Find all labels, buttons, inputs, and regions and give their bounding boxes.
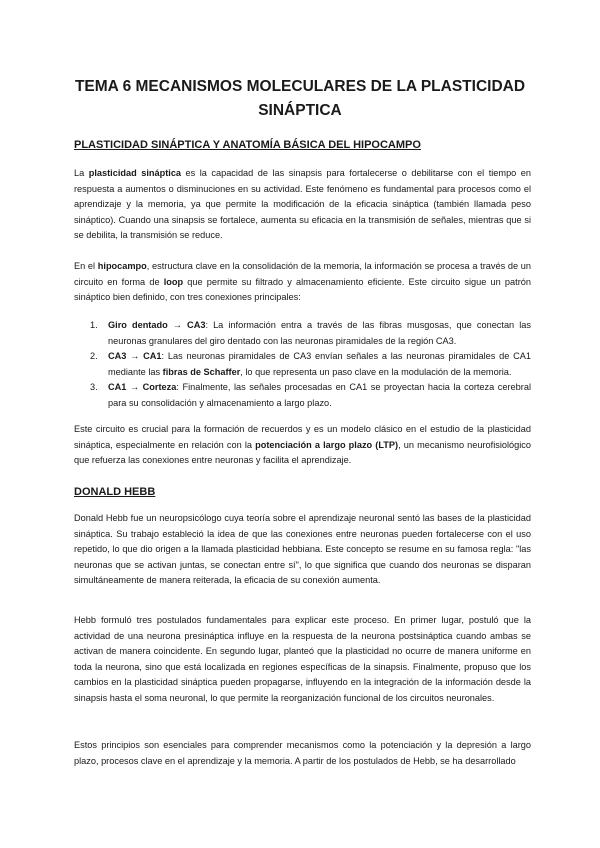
circuit-connections-list	[74, 318, 531, 412]
paragraph-hebb-postulates: Hebb formuló tres postulados fundamentales para explicar este proceso. En primer lugar, postuló que la actividad de una neurona presináptica influye en la respuesta de la neurona postsináptica cuando ambas se activan de manera coincidente. En segundo lugar, planteó que la plasticidad no ocurre de manera uniforme en toda la neurona, sino que está localizada en regiones específicas de la sinapsis. Finalmente, propuso que los cambios en la plasticidad sináptica pueden propagarse, influyendo en la integración de la información desde la sinapsis hasta el soma neuronal, lo que permite la reorganización funcional de los circuitos neuronales.	[74, 615, 531, 703]
paragraph-hebb-intro: Donald Hebb fue un neuropsicólogo cuya teoría sobre el aprendizaje neuronal sentó las bases de la plasticidad sináptica. Su trabajo estableció la idea de que las conexiones entre neuronas pueden fortalecerse con el uso repetido, lo que dio origen a la llamada plasticidad hebbiana. Este concepto se resume en su famosa regla: "las neuronas que se activan juntas, se conectan entre sí", lo que significa que cuando dos neuronas se disparan simultáneamente de manera reiterada, la eficacia de su conexión aumenta.	[74, 513, 531, 586]
title-line-1: TEMA 6 MECANISMOS MOLECULARES DE LA PLASTICIDAD	[74, 78, 526, 95]
term-ltp: potenciación a largo plazo (LTP)	[255, 439, 399, 450]
paragraph-hebb-principles: Estos principios son esenciales para comprender mecanismos como la potenciación y la depresión a largo plazo, procesos clave en el aprendizaje y la memoria. A partir de los postulados de Hebb, se ha desarrollado	[74, 740, 531, 766]
title-line-2: SINÁPTICA	[258, 102, 342, 119]
paragraph-plasticity-definition: La plasticidad sináptica es la capacidad de las sinapsis para fortalecerse o debilitarse con el tiempo en respuesta a aumentos o disminuciones en su actividad. Este fenómeno es fundamental para procesos como el aprendizaje y la memoria, ya que permite la modificación de la eficacia sináptica (también llamada peso sináptico). Cuando una sinapsis se fortalece, aumenta su eficacia en la transmisión de señales, mientras que si se debilita, la transmisión se reduce.	[74, 168, 531, 241]
list-item: 3. CA1 → Corteza: Finalmente, las señales procesadas en CA1 se proyectan hacia la corteza cerebral para su consolidación y almacenamiento a largo plazo.	[90, 382, 531, 408]
section-heading-plasticity: PLASTICIDAD SINÁPTICA Y ANATOMÍA BÁSICA DEL HIPOCAMPO	[74, 139, 421, 151]
term-hipocampo: hipocampo	[97, 261, 147, 271]
term-plasticidad-sinaptica: plasticidad sináptica	[88, 168, 182, 178]
list-item: 1. Giro dentado → CA3: La información entra a través de las fibras musgosas, que conectan las neuronas granulares del giro dentado con las neuronas piramidales de la región CA3.	[90, 320, 531, 346]
section-heading-hebb: DONALD HEBB	[74, 486, 156, 498]
list-item: 2. CA3 → CA1: Las neuronas piramidales de CA3 envían señales a las neuronas piramidales de CA1 mediante las fibras de Schaffer, lo que representa un paso clave en la modulación de la memoria.	[90, 351, 531, 377]
page-title	[60, 75, 540, 123]
term-loop: loop	[163, 276, 184, 287]
paragraph-hippocampus: En el hipocampo, estructura clave en la consolidación de la memoria, la información se procesa a través de un circuito en forma de loop que permite su filtrado y almacenamiento eficiente. Este circuito sigue un patrón sináptico bien definido, con tres conexiones principales:	[74, 261, 531, 303]
paragraph-circuit-ltp: Este circuito es crucial para la formación de recuerdos y es un modelo clásico en el estudio de la plasticidad sináptica, especialmente en relación con la potenciación a largo plazo (LTP), un mecanismo neurofisiológico que refuerza las conexiones entre neuronas y facilita el aprendizaje.	[74, 424, 532, 466]
